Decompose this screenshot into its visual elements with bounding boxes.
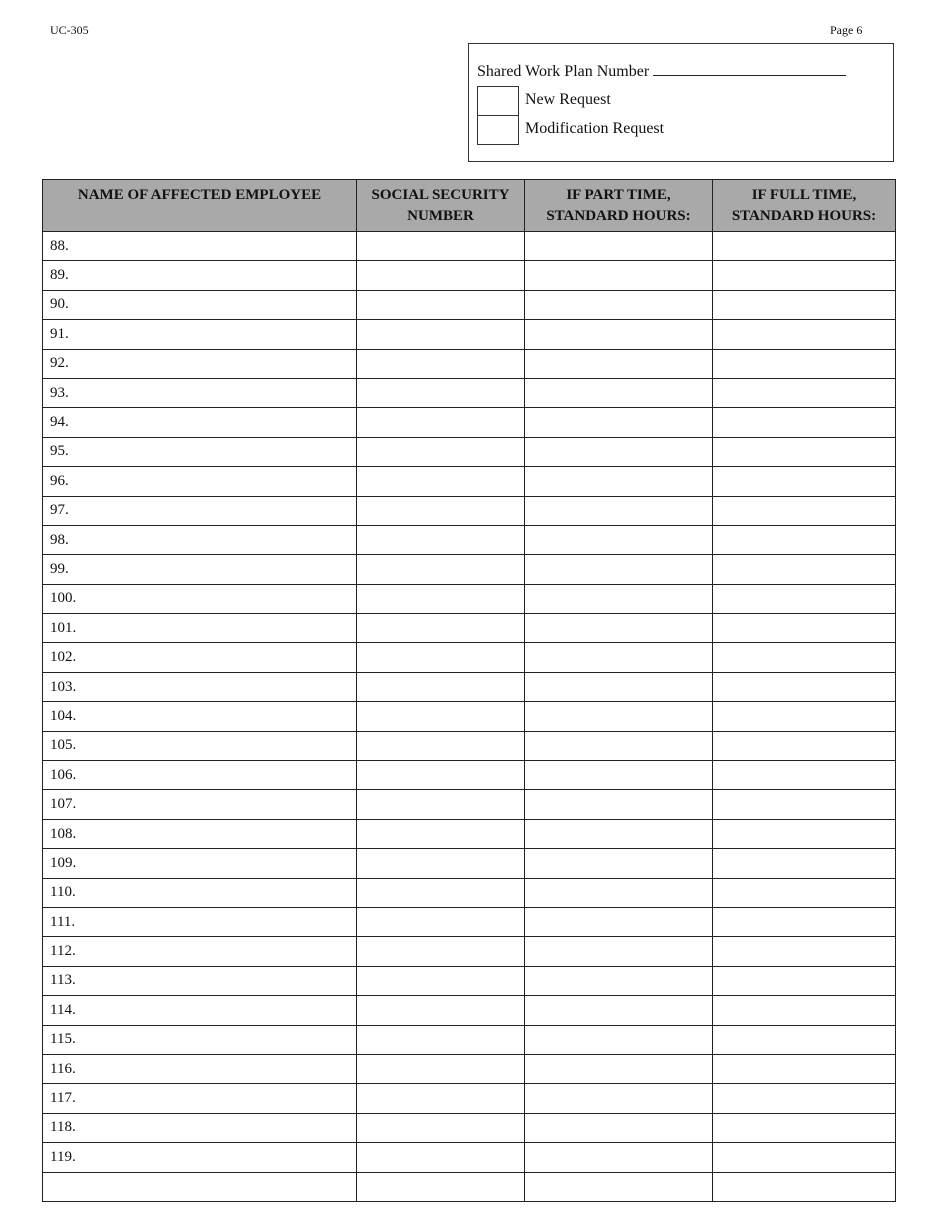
form-id: UC-305 <box>50 23 89 37</box>
employee-name-cell[interactable]: 108. <box>43 819 357 848</box>
part-time-hours-cell[interactable] <box>525 555 713 584</box>
employee-name-cell[interactable]: 117. <box>43 1084 357 1113</box>
page-number: Page 6 <box>830 23 863 37</box>
part-time-hours-cell[interactable] <box>525 1025 713 1054</box>
ssn-cell[interactable] <box>357 525 525 554</box>
table-row <box>43 1143 896 1172</box>
ssn-cell[interactable] <box>357 584 525 613</box>
modification-request-label: Modification Request <box>525 120 665 137</box>
employee-name-cell[interactable]: 88. <box>43 232 357 261</box>
employee-name-cell[interactable]: 103. <box>43 672 357 701</box>
table-row <box>43 261 896 290</box>
plan-number-line <box>477 61 846 81</box>
part-time-hours-cell[interactable] <box>525 1143 713 1172</box>
ssn-cell[interactable] <box>357 467 525 496</box>
employee-name-cell[interactable]: 96. <box>43 467 357 496</box>
ssn-cell[interactable] <box>357 261 525 290</box>
affected-employees-table <box>42 179 896 1202</box>
table-row <box>43 849 896 878</box>
full-time-hours-cell[interactable] <box>713 584 896 613</box>
plan-number-field[interactable] <box>653 61 846 76</box>
full-time-hours-cell[interactable] <box>713 937 896 966</box>
employee-name-cell[interactable]: 115. <box>43 1025 357 1054</box>
employee-name-cell[interactable]: 112. <box>43 937 357 966</box>
plan-number-label: Shared Work Plan Number <box>477 63 650 80</box>
employee-name-cell[interactable]: 116. <box>43 1054 357 1083</box>
employee-name-cell[interactable]: 100. <box>43 584 357 613</box>
employee-name-cell[interactable]: 89. <box>43 261 357 290</box>
full-time-hours-cell[interactable] <box>713 790 896 819</box>
ssn-cell[interactable] <box>357 1113 525 1142</box>
full-time-hours-cell[interactable] <box>713 1172 896 1201</box>
part-time-hours-cell[interactable] <box>525 1054 713 1083</box>
full-time-hours-cell[interactable] <box>713 702 896 731</box>
employee-name-cell[interactable]: 101. <box>43 614 357 643</box>
table-row <box>43 1084 896 1113</box>
employee-name-cell[interactable]: 95. <box>43 437 357 466</box>
column-header-part-time: IF PART TIME, STANDARD HOURS: <box>525 180 713 232</box>
part-time-hours-cell[interactable] <box>525 496 713 525</box>
column-header-ssn: SOCIAL SECURITY NUMBER <box>357 180 525 232</box>
table-row <box>43 349 896 378</box>
full-time-hours-cell[interactable] <box>713 643 896 672</box>
table-row <box>43 496 896 525</box>
employee-name-cell[interactable]: 98. <box>43 525 357 554</box>
ssn-cell[interactable] <box>357 614 525 643</box>
full-time-hours-cell[interactable] <box>713 878 896 907</box>
employee-name-cell[interactable]: 97. <box>43 496 357 525</box>
table-row <box>43 731 896 760</box>
ssn-cell[interactable] <box>357 437 525 466</box>
table-row <box>43 584 896 613</box>
ssn-cell[interactable] <box>357 966 525 995</box>
ssn-cell[interactable] <box>357 555 525 584</box>
full-time-hours-cell[interactable] <box>713 437 896 466</box>
full-time-hours-cell[interactable] <box>713 1054 896 1083</box>
ssn-cell[interactable] <box>357 349 525 378</box>
employee-name-cell[interactable]: 110. <box>43 878 357 907</box>
employee-name-cell[interactable]: 94. <box>43 408 357 437</box>
part-time-hours-cell[interactable] <box>525 761 713 790</box>
ssn-cell[interactable] <box>357 672 525 701</box>
employee-name-cell[interactable]: 92. <box>43 349 357 378</box>
ssn-cell[interactable] <box>357 790 525 819</box>
ssn-cell[interactable] <box>357 907 525 936</box>
table-row <box>43 672 896 701</box>
full-time-hours-cell[interactable] <box>713 525 896 554</box>
full-time-hours-cell[interactable] <box>713 819 896 848</box>
employee-name-cell[interactable]: 93. <box>43 378 357 407</box>
table-row <box>43 702 896 731</box>
full-time-hours-cell[interactable] <box>713 349 896 378</box>
part-time-hours-cell[interactable] <box>525 849 713 878</box>
ssn-cell[interactable] <box>357 408 525 437</box>
employee-name-cell[interactable]: 107. <box>43 790 357 819</box>
part-time-hours-cell[interactable] <box>525 907 713 936</box>
table-row <box>43 1172 896 1201</box>
table-row <box>43 1025 896 1054</box>
full-time-hours-cell[interactable] <box>713 467 896 496</box>
ssn-cell[interactable] <box>357 378 525 407</box>
ssn-cell[interactable] <box>357 702 525 731</box>
table-row <box>43 378 896 407</box>
plan-info-box <box>468 43 894 162</box>
part-time-hours-cell[interactable] <box>525 467 713 496</box>
part-time-hours-cell[interactable] <box>525 731 713 760</box>
full-time-hours-cell[interactable] <box>713 849 896 878</box>
column-header-full-time: IF FULL TIME, STANDARD HOURS: <box>713 180 896 232</box>
full-time-hours-cell[interactable] <box>713 496 896 525</box>
table-row <box>43 907 896 936</box>
part-time-hours-cell[interactable] <box>525 437 713 466</box>
table-row <box>43 232 896 261</box>
table-row <box>43 1054 896 1083</box>
ssn-cell[interactable] <box>357 1084 525 1113</box>
table-row <box>43 320 896 349</box>
ssn-cell[interactable] <box>357 937 525 966</box>
part-time-hours-cell[interactable] <box>525 349 713 378</box>
part-time-hours-cell[interactable] <box>525 584 713 613</box>
column-header-name: NAME OF AFFECTED EMPLOYEE <box>43 180 357 232</box>
employee-name-cell[interactable]: 113. <box>43 966 357 995</box>
full-time-hours-cell[interactable] <box>713 672 896 701</box>
full-time-hours-cell[interactable] <box>713 907 896 936</box>
modification-request-checkbox[interactable] <box>477 115 519 145</box>
part-time-hours-cell[interactable] <box>525 232 713 261</box>
ssn-cell[interactable] <box>357 1172 525 1201</box>
full-time-hours-cell[interactable] <box>713 761 896 790</box>
table-row <box>43 643 896 672</box>
part-time-hours-cell[interactable] <box>525 966 713 995</box>
part-time-hours-cell[interactable] <box>525 702 713 731</box>
ssn-cell[interactable] <box>357 320 525 349</box>
table-header-row <box>43 180 896 232</box>
table-row <box>43 555 896 584</box>
part-time-hours-cell[interactable] <box>525 261 713 290</box>
table-row <box>43 819 896 848</box>
employee-name-cell[interactable]: 104. <box>43 702 357 731</box>
employee-name-cell[interactable]: 105. <box>43 731 357 760</box>
full-time-hours-cell[interactable] <box>713 731 896 760</box>
part-time-hours-cell[interactable] <box>525 878 713 907</box>
part-time-hours-cell[interactable] <box>525 790 713 819</box>
new-request-label: New Request <box>525 91 611 108</box>
employee-name-cell[interactable]: 91. <box>43 320 357 349</box>
ssn-cell[interactable] <box>357 232 525 261</box>
full-time-hours-cell[interactable] <box>713 966 896 995</box>
part-time-hours-cell[interactable] <box>525 320 713 349</box>
full-time-hours-cell[interactable] <box>713 232 896 261</box>
part-time-hours-cell[interactable] <box>525 290 713 319</box>
ssn-cell[interactable] <box>357 819 525 848</box>
full-time-hours-cell[interactable] <box>713 320 896 349</box>
full-time-hours-cell[interactable] <box>713 1025 896 1054</box>
full-time-hours-cell[interactable] <box>713 996 896 1025</box>
part-time-hours-cell[interactable] <box>525 1084 713 1113</box>
ssn-cell[interactable] <box>357 496 525 525</box>
part-time-hours-cell[interactable] <box>525 1113 713 1142</box>
full-time-hours-cell[interactable] <box>713 1113 896 1142</box>
part-time-hours-cell[interactable] <box>525 525 713 554</box>
full-time-hours-cell[interactable] <box>713 290 896 319</box>
table-row <box>43 290 896 319</box>
table-row <box>43 525 896 554</box>
ssn-cell[interactable] <box>357 731 525 760</box>
employee-name-cell[interactable]: 90. <box>43 290 357 319</box>
part-time-hours-cell[interactable] <box>525 408 713 437</box>
employee-name-cell[interactable]: 114. <box>43 996 357 1025</box>
ssn-cell[interactable] <box>357 996 525 1025</box>
full-time-hours-cell[interactable] <box>713 408 896 437</box>
ssn-cell[interactable] <box>357 761 525 790</box>
employee-name-cell[interactable] <box>43 1172 357 1201</box>
full-time-hours-cell[interactable] <box>713 614 896 643</box>
employee-name-cell[interactable]: 109. <box>43 849 357 878</box>
ssn-cell[interactable] <box>357 849 525 878</box>
part-time-hours-cell[interactable] <box>525 643 713 672</box>
employee-name-cell[interactable]: 111. <box>43 907 357 936</box>
part-time-hours-cell[interactable] <box>525 819 713 848</box>
full-time-hours-cell[interactable] <box>713 1143 896 1172</box>
table-row <box>43 437 896 466</box>
part-time-hours-cell[interactable] <box>525 614 713 643</box>
ssn-cell[interactable] <box>357 878 525 907</box>
ssn-cell[interactable] <box>357 1143 525 1172</box>
table-row <box>43 761 896 790</box>
part-time-hours-cell[interactable] <box>525 937 713 966</box>
table-row <box>43 996 896 1025</box>
table-row <box>43 878 896 907</box>
part-time-hours-cell[interactable] <box>525 672 713 701</box>
new-request-checkbox[interactable] <box>477 86 519 116</box>
table-row <box>43 1113 896 1142</box>
table-row <box>43 790 896 819</box>
employee-name-cell[interactable]: 118. <box>43 1113 357 1142</box>
table-row <box>43 614 896 643</box>
table-row <box>43 966 896 995</box>
table-row <box>43 937 896 966</box>
ssn-cell[interactable] <box>357 290 525 319</box>
full-time-hours-cell[interactable] <box>713 555 896 584</box>
full-time-hours-cell[interactable] <box>713 1084 896 1113</box>
ssn-cell[interactable] <box>357 643 525 672</box>
part-time-hours-cell[interactable] <box>525 378 713 407</box>
employee-name-cell[interactable]: 119. <box>43 1143 357 1172</box>
employee-name-cell[interactable]: 102. <box>43 643 357 672</box>
table-row <box>43 467 896 496</box>
part-time-hours-cell[interactable] <box>525 996 713 1025</box>
employee-name-cell[interactable]: 106. <box>43 761 357 790</box>
ssn-cell[interactable] <box>357 1054 525 1083</box>
full-time-hours-cell[interactable] <box>713 261 896 290</box>
ssn-cell[interactable] <box>357 1025 525 1054</box>
employee-name-cell[interactable]: 99. <box>43 555 357 584</box>
part-time-hours-cell[interactable] <box>525 1172 713 1201</box>
full-time-hours-cell[interactable] <box>713 378 896 407</box>
table-row <box>43 408 896 437</box>
